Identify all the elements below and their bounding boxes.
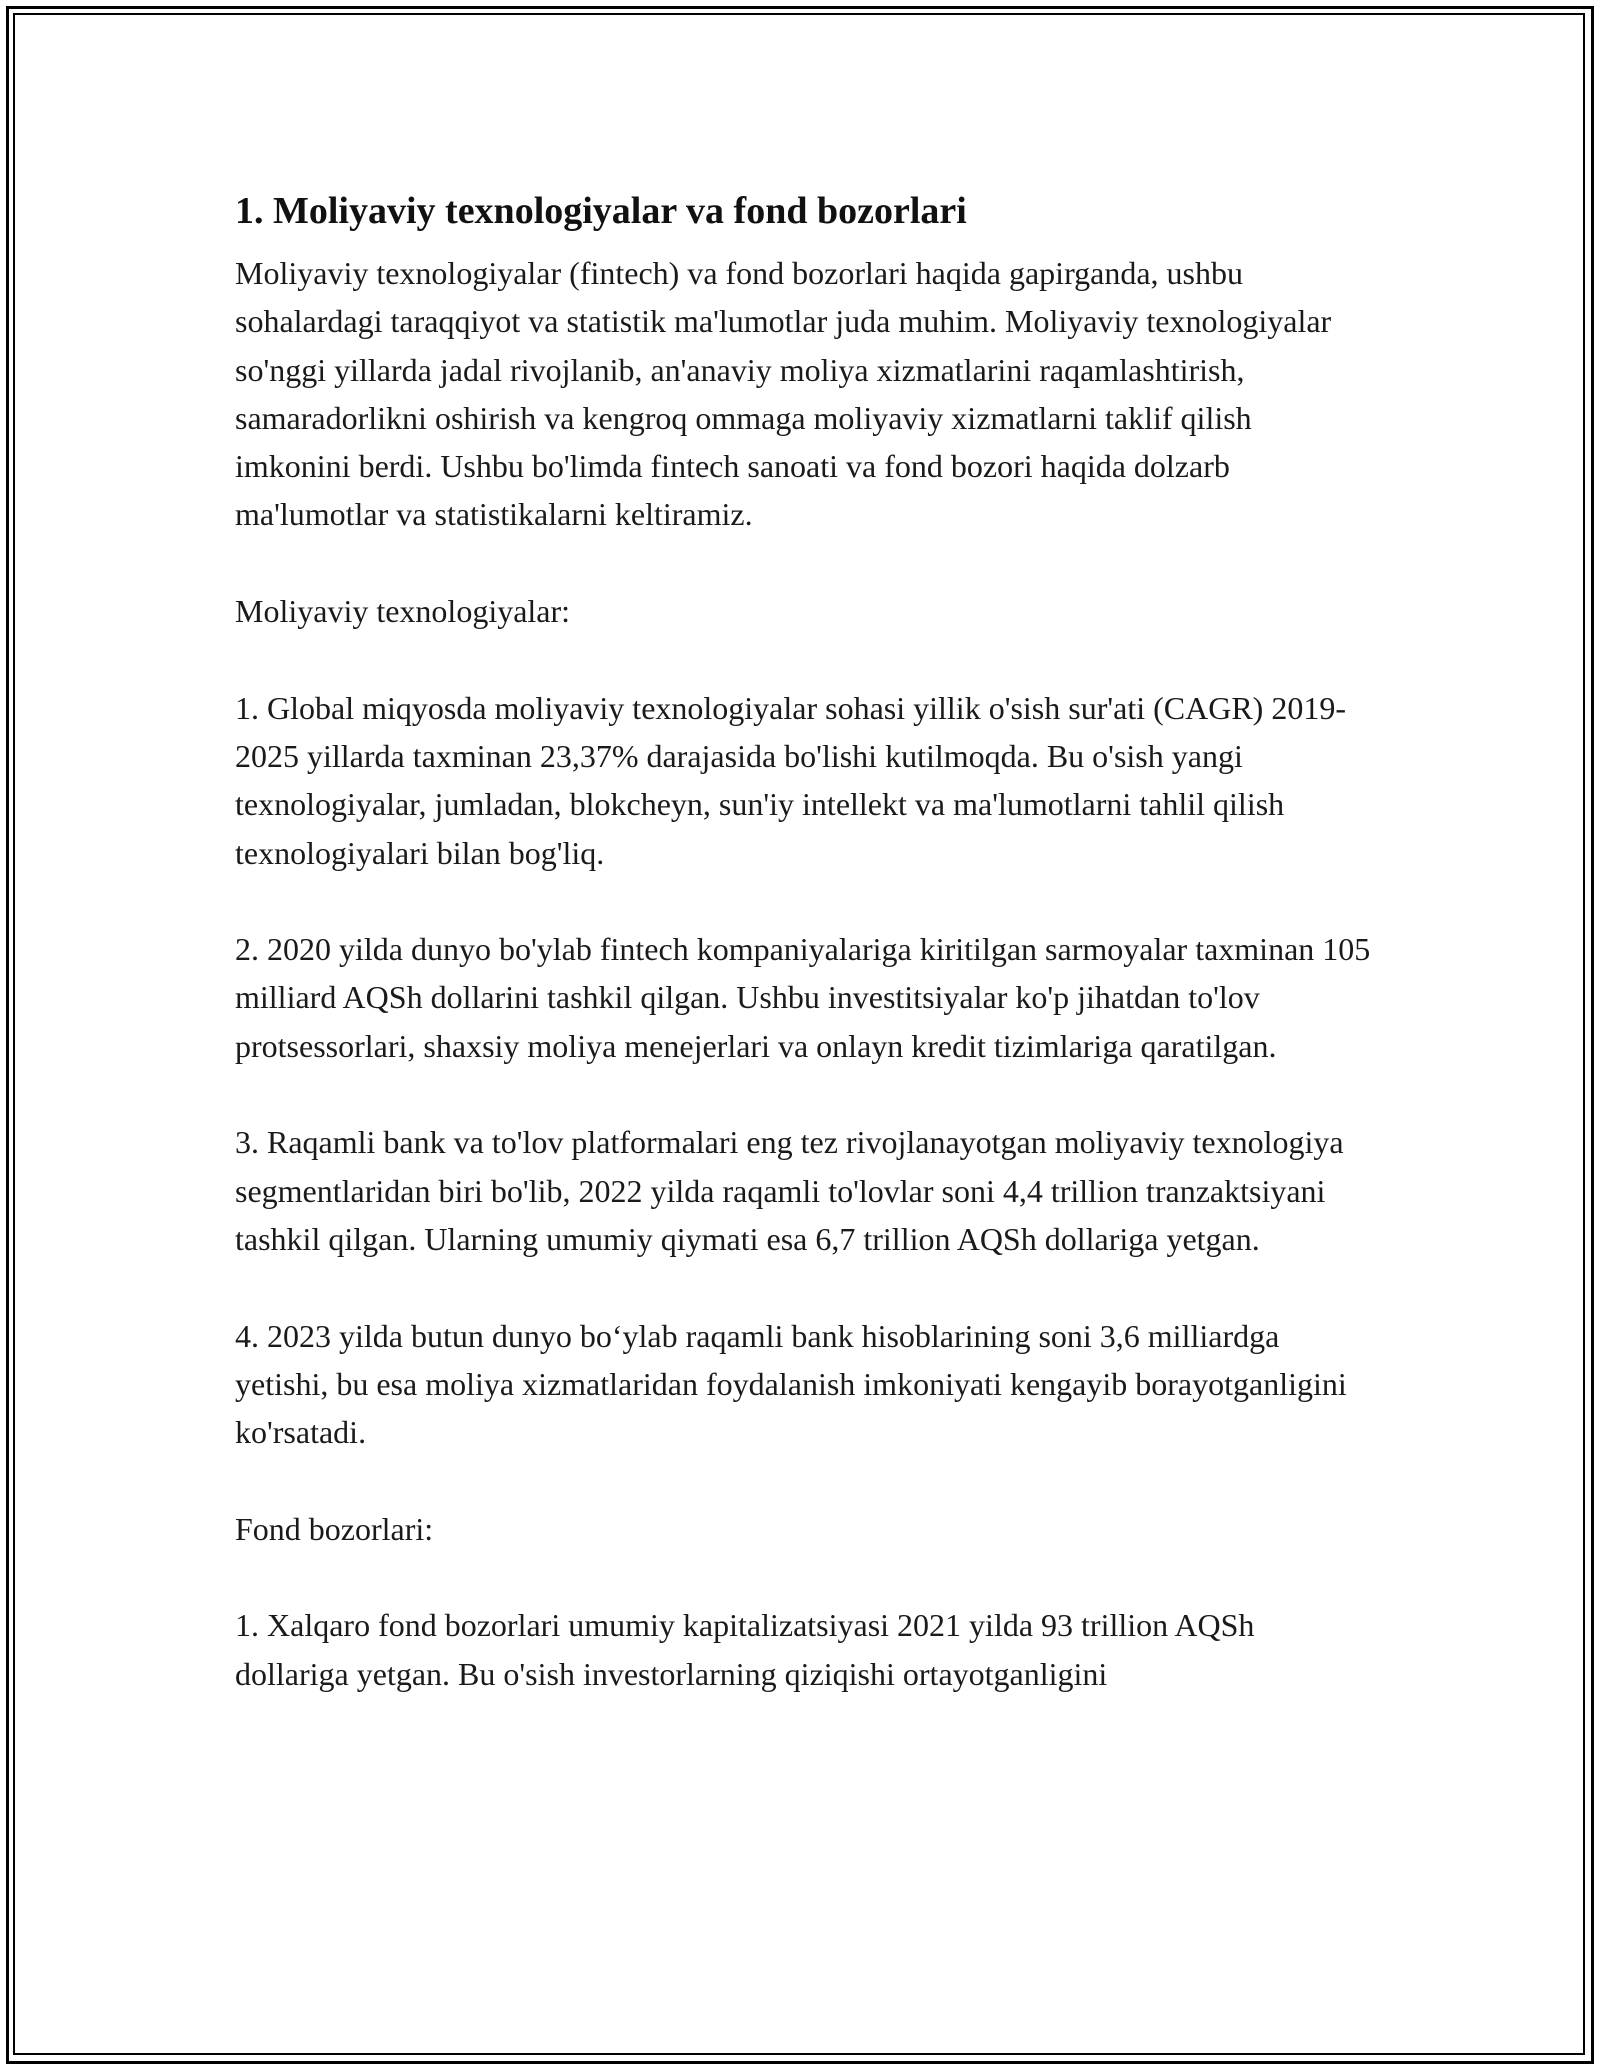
stock-market-subheading: Fond bozorlari:: [235, 1510, 434, 1547]
fintech-subheading: Moliyaviy texnologiyalar:: [235, 593, 571, 630]
fintech-point-3: 3. Raqamli bank va to'lov platformalari eng tez rivojlanayotgan moliyaviy texnologiya segmentlaridan biri bo'lib, 2022 yilda raqamli to'lovlar soni 4,4 trillion tranzaktsiyani tashkil qilgan. Ularning umumiy qiymati esa 6,7 trillion AQSh dollariga yetgan.: [235, 1124, 1344, 1257]
fintech-point-2: 2. 2020 yilda dunyo bo'ylab fintech kompaniyalariga kiritilgan sarmoyalar taxminan 105 milliard AQSh dollarini tashkil qilgan. Ushbu investitsiyalar ko'p jihatdan to'lov protsessorlari, shaxsiy moliya menejerlari va onlayn kredit tizimlariga qaratilgan.: [235, 931, 1371, 1064]
stock-market-point-1: 1. Xalqaro fond bozorlari umumiy kapitalizatsiyasi 2021 yilda 93 trillion AQSh dollariga yetgan. Bu o'sish investorlarning qiziqishi ortayotganligini: [235, 1607, 1255, 1692]
section-heading: 1. Moliyaviy texnologiyalar va fond bozorlari: [235, 190, 967, 232]
document-body: [235, 185, 1375, 1746]
fintech-point-1: 1. Global miqyosda moliyaviy texnologiyalar sohasi yillik o'sish sur'ati (CAGR) 2019-2025 yillarda taxminan 23,37% darajasida bo'lishi kutilmoqda. Bu o'sish yangi texnologiyalar, jumladan, blokcheyn, sun'iy intellekt va ma'lumotlarni tahlil qilish texnologiyalari bilan bog'liq.: [235, 689, 1346, 871]
fintech-point-4: 4. 2023 yilda butun dunyo bo‘ylab raqamli bank hisoblarining soni 3,6 milliardga yetishi, bu esa moliya xizmatlaridan foydalanish imkoniyati kengayib borayotganligini ko'rsatadi.: [235, 1317, 1347, 1451]
intro-paragraph: Moliyaviy texnologiyalar (fintech) va fond bozorlari haqida gapirganda, ushbu sohalardagi taraqqiyot va statistik ma'lumotlar juda muhim. Moliyaviy texnologiyalar so'nggi yillarda jadal rivojlanib, an'anaviy moliya xizmatlarini raqamlashtirish, samaradorlikni oshirish va kengroq ommaga moliyaviy xizmatlarni taklif qilish imkonini berdi. Ushbu bo'limda fintech sanoati va fond bozori haqida dolzarb ma'lumotlar va statistikalarni keltiramiz.: [235, 255, 1332, 533]
